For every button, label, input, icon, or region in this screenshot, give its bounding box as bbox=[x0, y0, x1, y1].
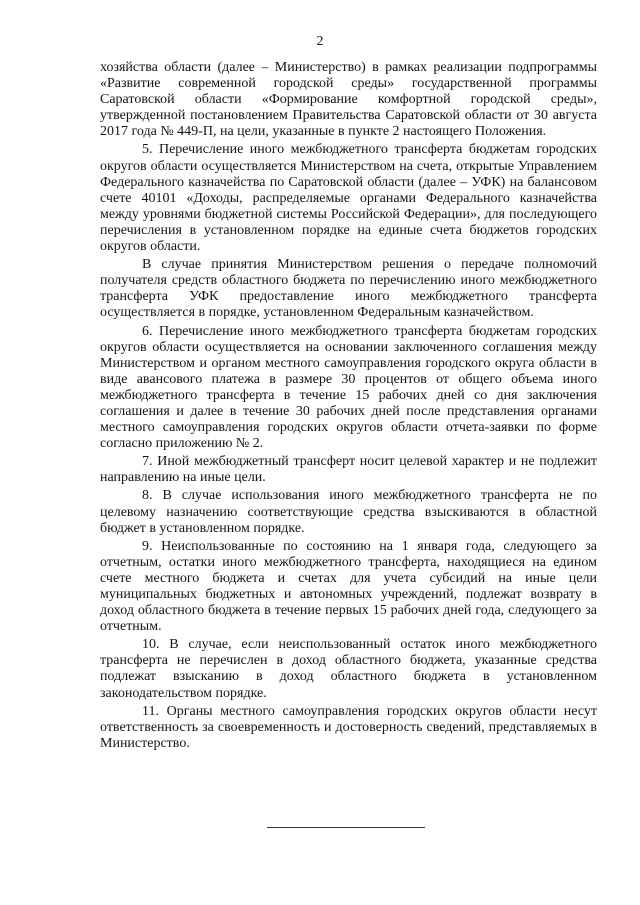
paragraph-item-8: 8. В случае использования иного межбюджетного трансферта не по целевому назначению соответствующие средства взыскиваются в областной бюджет в установленном порядке. bbox=[100, 488, 597, 536]
paragraph-item-9: 9. Неиспользованные по состоянию на 1 января года, следующего за отчетным, остатки иного межбюджетного трансферта, находящиеся на едином счете местного бюджета и счетах для учета субсидий на иные цели муниципальных бюджетных и автономных учреждений, подлежат возврату в доход областного бюджета в течение первых 15 рабочих дней года, следующего за отчетным. bbox=[100, 538, 597, 635]
paragraph-continuation: хозяйства области (далее – Министерство) в рамках реализации подпрограммы «Развитие современной городской среды» государственной программы Саратовской области «Формирование комфортной городской среды», утвержденной постановлением Правительства Саратовской области от 30 августа 2017 года № 449-П, на цели, указанные в пункте 2 настоящего Положения. bbox=[100, 60, 597, 140]
document-body bbox=[100, 60, 597, 754]
end-divider-line bbox=[267, 827, 425, 828]
paragraph-item-5-addendum: В случае принятия Министерством решения о передаче полномочий получателя средств областного бюджета по перечислению иного межбюджетного трансферта УФК предоставление иного межбюджетного трансферта осуществляется в порядке, установленном Федеральным казначейством. bbox=[100, 257, 597, 321]
paragraph-item-5: 5. Перечисление иного межбюджетного трансферта бюджетам городских округов области осуществляется Министерством на счета, открытые Управлением Федерального казначейства по Саратовской области (далее – УФК) на балансовом счете 40101 «Доходы, распределяемые органами Федерального казначейства между уровнями бюджетной системы Российской Федерации», для последующего перечисления в установленном порядке на единые счета бюджетов городских округов области. bbox=[100, 142, 597, 255]
paragraph-item-6: 6. Перечисление иного межбюджетного трансферта бюджетам городских округов области осуществляется на основании заключенного соглашения между Министерством и органом местного самоуправления городского округа области в виде авансового платежа в размере 30 процентов от общего объема иного межбюджетного трансферта в течение 15 рабочих дней со дня заключения соглашения и далее в течение 30 рабочих дней после представления органами местного самоуправления городских округов области отчета-заявки по форме согласно приложению № 2. bbox=[100, 323, 597, 452]
paragraph-item-11: 11. Органы местного самоуправления городских округов области несут ответственность за своевременность и достоверность сведений, представляемых в Министерство. bbox=[100, 703, 597, 751]
paragraph-item-7: 7. Иной межбюджетный трансферт носит целевой характер и не подлежит направлению на иные цели. bbox=[100, 454, 597, 486]
page-number: 2 bbox=[316, 34, 324, 49]
paragraph-item-10: 10. В случае, если неиспользованный остаток иного межбюджетного трансферта не перечислен в доход областного бюджета, указанные средства подлежат взысканию в доход областного бюджета в установленном законодательством порядке. bbox=[100, 637, 597, 701]
